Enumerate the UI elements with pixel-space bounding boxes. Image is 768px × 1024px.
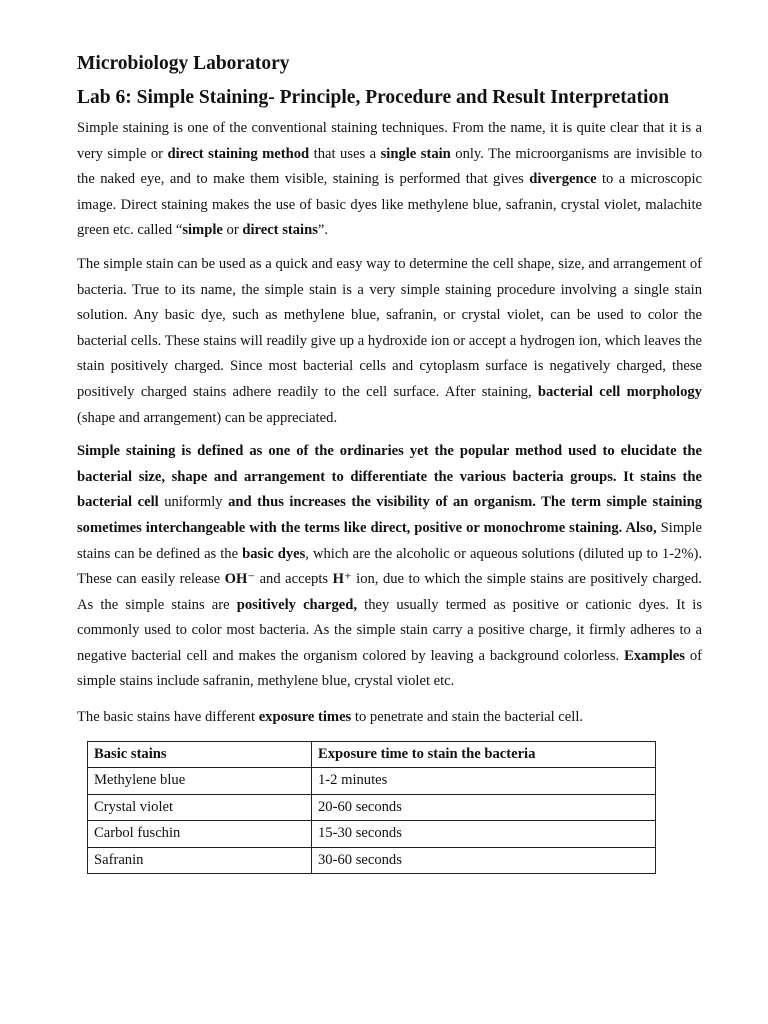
text-run: they usually termed as positive or cationic dyes. It is commonly used to color most bacteria. As the simple stain carry a positive charge, it firmly adheres to a negative bacterial cell and makes the organism colored by leaving a background colorless. [77,596,703,664]
text-run: The basic stains have different [77,709,259,726]
exposure-time-table [87,741,656,875]
table-cell-time: 20-60 seconds [312,794,656,821]
text-run: to penetrate and stain the bacterial cell. [351,709,584,726]
table-cell-time: 1-2 minutes [312,768,656,795]
table-header-exposure-time: Exposure time to stain the bacteria [312,741,656,768]
table-cell-stain: Carbol fuschin [88,821,312,848]
table-row [88,847,656,874]
text-run: (shape and arrangement) can be appreciated. [77,409,338,426]
text-run: The simple stain can be used as a quick and easy way to determine the cell shape, size, and arrangement of bacteria. True to its name, the simple stain is a very simple staining procedure involving a single stain solution. Any basic dye, such as methylene blue, safranin, or crystal violet, can be used to color the bacterial cells. These stains will readily give up a hydroxide ion or accept a hydrogen ion, which leaves the stain positively charged. Since most bacterial cells and cytoplasm surface is negatively charged, these positively charged stains adhere readily to the cell surface. After staining, [77,255,702,400]
table-cell-stain: Safranin [88,847,312,874]
bold-text: and thus increases the visibility of an organism. The term simple staining sometimes interchangeable with the terms like direct, positive or monochrome staining. Also, [77,494,702,536]
text-run: ⁻ [247,571,256,588]
bold-text: basic dyes [242,545,306,562]
text-run: or [222,222,243,239]
bold-text: divergence [529,171,597,188]
table-header-basic-stains: Basic stains [88,741,312,768]
bold-text: Simple staining is defined as one of the ordinaries yet the popular method used to elucidate the bacterial size, shape and arrangement to differentiate the various bacteria groups. It stains the bacterial cell [77,443,702,511]
text-run: and accepts [255,571,333,588]
text-run: , which are the alcoholic or aqueous solutions (diluted up to 1-2%). These can easily release [77,545,702,588]
table-cell-stain: Methylene blue [88,768,312,795]
lab-title: Lab 6: Simple Staining- Principle, Procedure and Result Interpretation [77,87,670,108]
bold-text: simple [182,222,223,239]
course-heading: Microbiology Laboratory [77,53,290,74]
table-cell-time: 15-30 seconds [312,821,656,848]
bold-text: bacterial cell morphology [537,383,702,400]
text-run: that uses a [309,145,381,162]
text-run: ⁺ [343,571,352,588]
text-run: ion, due to which the simple stains are positively charged. As the simple stains are [77,571,702,613]
table-cell-time: 30-60 seconds [312,847,656,874]
table-header-row [88,741,656,768]
text-run: of simple stains include safranin, methylene blue, crystal violet etc. [77,647,702,690]
bold-text: direct stains [242,222,318,239]
text-run: uniformly [158,494,229,511]
paragraph-intro [77,116,702,244]
bold-text: H [332,571,344,588]
bold-text: direct staining method [167,145,310,162]
bold-text: Examples [624,647,685,664]
table-cell-stain: Crystal violet [88,794,312,821]
paragraph-usage [77,252,702,431]
bold-text: OH [224,571,248,588]
text-run: only. The microorganisms are invisible to the naked eye, and to make them visible, staining is performed that gives [77,145,702,188]
text-run: ”. [317,222,329,239]
paragraph-definition [77,439,702,695]
bold-text: positively charged, [236,596,357,613]
table-row [88,821,656,848]
text-run: Simple staining is one of the conventional staining techniques. From the name, it is quite clear that it is a very simple or [77,120,702,162]
bold-text: single stain [380,145,451,162]
table-row [88,768,656,795]
table-row [88,794,656,821]
bold-text: exposure times [258,709,352,726]
text-run: Simple stains can be defined as the [77,519,702,562]
paragraph-exposure [77,705,702,731]
text-run: to a microscopic image. Direct staining makes the use of basic dyes like methylene blue, safranin, crystal violet, malachite green etc. called “ [77,171,702,239]
